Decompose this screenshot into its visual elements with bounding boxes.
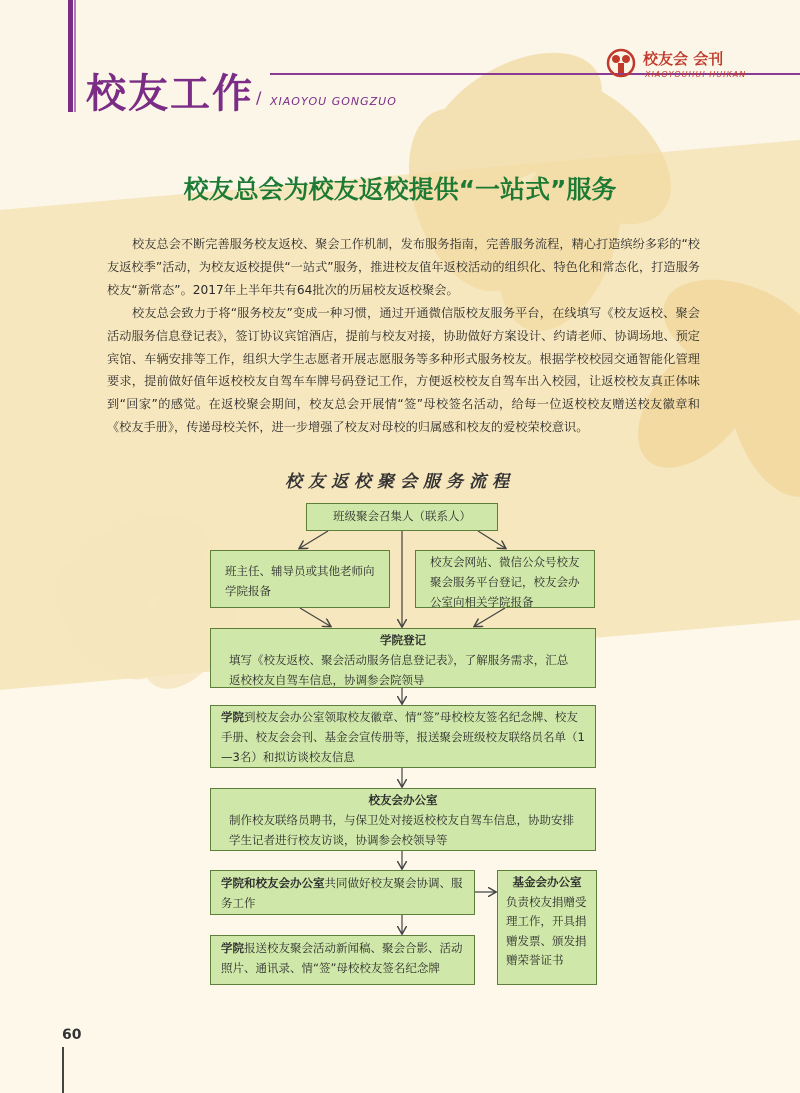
flow-step-foundation-office xyxy=(497,870,597,985)
flow-step-body: 制作校友联络员聘书，与保卫处对接返校校友自驾车信息，协助安排学生记者进行校友访谈，协调参会校领导等 xyxy=(229,813,574,847)
flow-step-alumni-office xyxy=(210,788,596,851)
flow-step-head: 学院 xyxy=(221,941,244,955)
flow-step-college-registration xyxy=(210,628,596,688)
flow-step-head: 基金会办公室 xyxy=(512,875,582,889)
flow-step-body: 报送校友聚会活动新闻稿、聚会合影、活动照片、通讯录、情“签”母校校友签名纪念牌 xyxy=(221,941,463,975)
flow-step-college-collect xyxy=(210,705,596,768)
flow-step-body: 共同做好校友聚会协调、服务工作 xyxy=(221,876,463,910)
flow-step-body: 负责校友捐赠受理工作，开具捐赠发票、颁发捐赠荣誉证书 xyxy=(506,894,587,967)
section-slash: / xyxy=(256,88,262,107)
article-paragraph-2: 校友总会致力于将“服务校友”变成一种习惯，通过开通微信版校友服务平台，在线填写《校友返校、聚会活动服务信息登记表》，签订协议宾馆酒店，提前与校友对接，协助做好方案设计、约请老师、协调场地、预定宾馆、车辆安排等工作，组织大学生志愿者开展志愿服务等多种形式服务校友。根据学校校园交通智能化管理要求，提前做好值年返校校友自驾车车牌号码登记工作，方便返校校友自驾车出入校园，让返校校友真正体味到“回家”的感觉。在返校聚会期间，校友总会开展情“签”母校签名活动，给每一位返校校友赠送校友徽章和《校友手册》，传递母校关怀，进一步增强了校友对母校的归属感和校友的爱校荣校意识。 xyxy=(107,306,700,434)
magazine-subtitle: XIAOYOUHUI HUIKAN xyxy=(645,70,747,79)
magazine-name: 校友会 会刊 xyxy=(643,50,724,68)
flow-step-body: 填写《校友返校、聚会活动服务信息登记表》，了解服务需求，汇总返校校友自驾车信息，协调参会院领导 xyxy=(229,653,569,687)
page-number-rule xyxy=(62,1047,64,1093)
page-number: 60 xyxy=(62,1027,82,1043)
flow-step-head: 学院和校友会办公室 xyxy=(221,876,325,890)
section-subtitle: XIAOYOU GONGZUO xyxy=(270,95,397,108)
flow-step-head: 学院登记 xyxy=(380,633,426,647)
flow-step-convener: 班级聚会召集人（联系人） xyxy=(306,503,498,531)
article-title: 校友总会为校友返校提供“一站式”服务 xyxy=(183,175,617,204)
flow-step-joint-coordination xyxy=(210,870,475,915)
flow-step-online-register: 校友会网站、微信公众号校友聚会服务平台登记，校友会办公室向相关学院报备 xyxy=(415,550,595,608)
flowchart-title: 校友返校聚会服务流程 xyxy=(285,472,515,492)
section-title: 校友工作 xyxy=(86,71,254,117)
flow-step-body: 到校友会办公室领取校友徽章、情“签”母校校友签名纪念牌、校友手册、校友会会刊、基金会宣传册等，报送聚会班级校友联络员名单（1—3名）和拟访谈校友信息 xyxy=(221,710,585,764)
article-paragraph-1: 校友总会不断完善服务校友返校、聚会工作机制，发布服务指南，完善服务流程，精心打造缤纷多彩的“校友返校季”活动，为校友返校提供“一站式”服务，推进校友值年返校活动的组织化、特色化和常态化，打造服务校友“新常态”。2017年上半年共有64批次的历届校友返校聚会。 xyxy=(107,237,700,297)
flow-step-head: 学院 xyxy=(221,710,244,724)
flow-step-head: 校友会办公室 xyxy=(368,793,438,807)
flow-step-college-submit xyxy=(210,935,475,985)
flow-step-teacher-report: 班主任、辅导员或其他老师向学院报备 xyxy=(210,550,390,608)
